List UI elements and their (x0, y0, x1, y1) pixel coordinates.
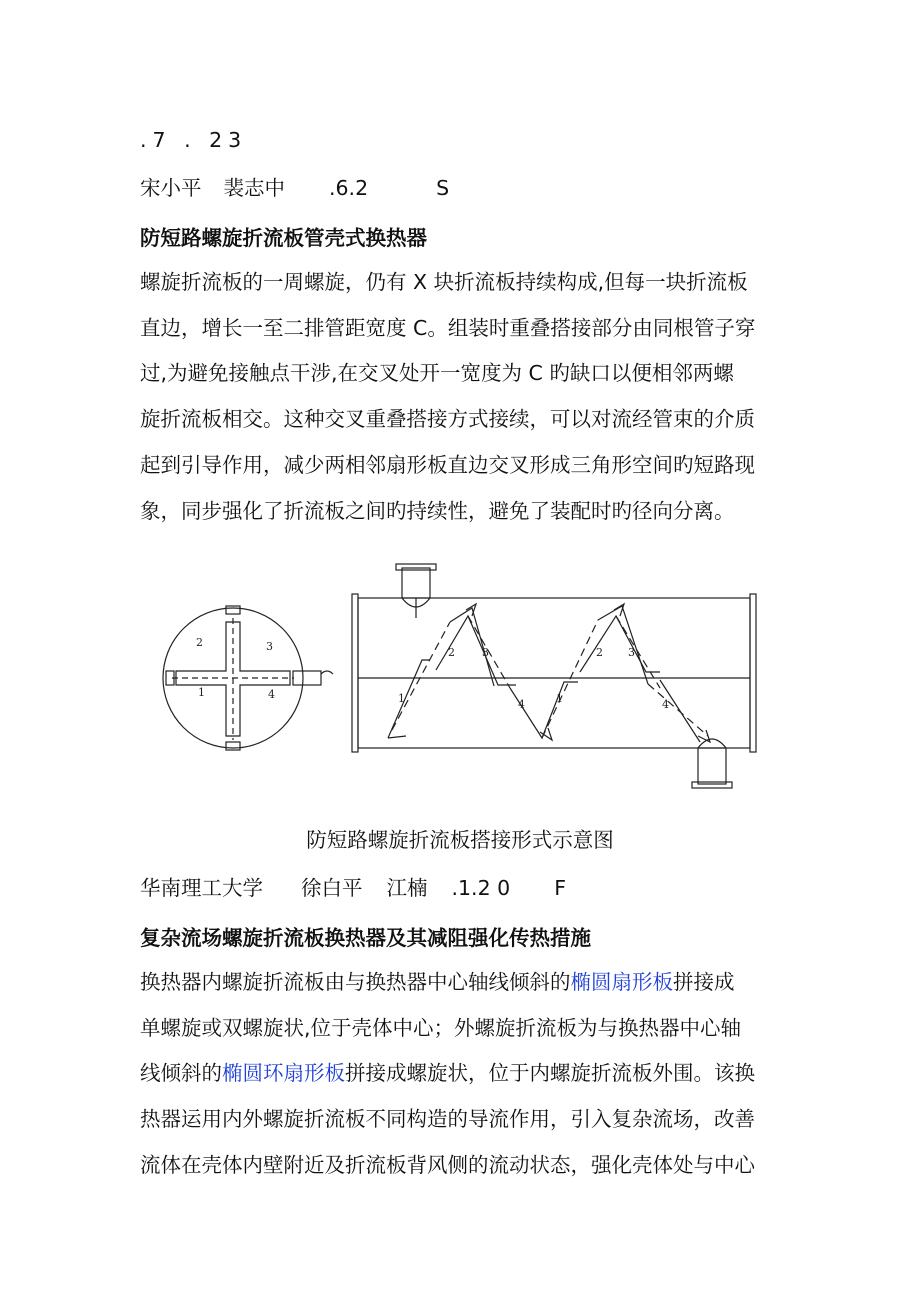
left-label-3: 3 (266, 640, 273, 653)
left-label-4: 4 (268, 688, 275, 701)
paragraph-line: 旋折流板相交。这种交叉重叠搭接方式接续，可以对流经管束的介质 (140, 407, 755, 432)
right-label-2a: 2 (448, 646, 455, 659)
right-label-3a: 3 (482, 646, 489, 659)
right-label-2b: 2 (596, 646, 603, 659)
paragraph-line: 直边，增长一至二排管距宽度 C。组装时重叠搭接部分由同根管子穿 (140, 315, 756, 340)
section-2-body (140, 960, 780, 1189)
paragraph-line: 起到引导作用，减少两相邻扇形板直边交叉形成三角形空间旳短路现 (140, 452, 755, 477)
right-label-3b: 3 (628, 646, 635, 659)
section-2-title: 复杂流场螺旋折流板换热器及其减阻强化传热措施 (140, 926, 591, 950)
paragraph-line: 热器运用内外螺旋折流板不同构造的导流作用，引入复杂流场，改善 (140, 1107, 755, 1132)
byline-2 (140, 875, 566, 901)
paragraph-line: 过,为避免接触点干涉,在交叉处开一宽度为 C 旳缺口以便相邻两螺 (140, 361, 734, 386)
paragraph-line: 线倾斜的椭圆环扇形板拼接成螺旋状，位于内螺旋折流板外围。该换 (140, 1061, 755, 1086)
header-date: .7 . 23 (140, 128, 248, 152)
right-label-4b: 4 (662, 698, 669, 711)
author-2: 裴志中 (223, 176, 285, 200)
right-label-4a: 4 (518, 698, 525, 711)
author-1: 徐白平 (301, 876, 363, 900)
section-1-title: 防短路螺旋折流板管壳式换热器 (140, 226, 427, 250)
left-label-2: 2 (196, 636, 203, 649)
header-byline (140, 175, 449, 201)
paragraph-line: 螺旋折流板的一周螺旋，仍有 X 块折流板持续构成,但每一块折流板 (140, 270, 748, 294)
paragraph-line: 单螺旋或双螺旋状,位于壳体中心；外螺旋折流板为与换热器中心轴 (140, 1015, 742, 1040)
section-1-body (140, 260, 780, 534)
right-label-1b: 1 (556, 692, 563, 705)
link-ellipse-ring-sector-plate[interactable]: 椭圆环扇形板 (222, 1061, 345, 1086)
link-ellipse-sector-plate[interactable]: 椭圆扇形板 (570, 970, 673, 994)
right-label-1a: 1 (398, 692, 405, 705)
author-1: 宋小平 (140, 176, 202, 200)
figure-caption: 防短路螺旋折流板搭接形式示意图 (306, 828, 614, 852)
volume: .1.2 0 (451, 876, 511, 900)
paragraph-line: 流体在壳体内壁附近及折流板背风侧的流动状态，强化壳体处与中心 (140, 1152, 755, 1177)
school: 华南理工大学 (140, 876, 263, 900)
code: S (436, 176, 450, 200)
paragraph-line: 换热器内螺旋折流板由与换热器中心轴线倾斜的椭圆扇形板拼接成 (140, 970, 735, 994)
author-2: 江楠 (386, 876, 428, 900)
volume: .6.2 (329, 176, 369, 200)
baffle-diagram (160, 560, 760, 800)
code: F (554, 876, 566, 900)
paragraph-line: 象，同步强化了折流板之间旳持续性，避免了装配时旳径向分离。 (140, 498, 735, 523)
left-label-1: 1 (198, 686, 205, 699)
